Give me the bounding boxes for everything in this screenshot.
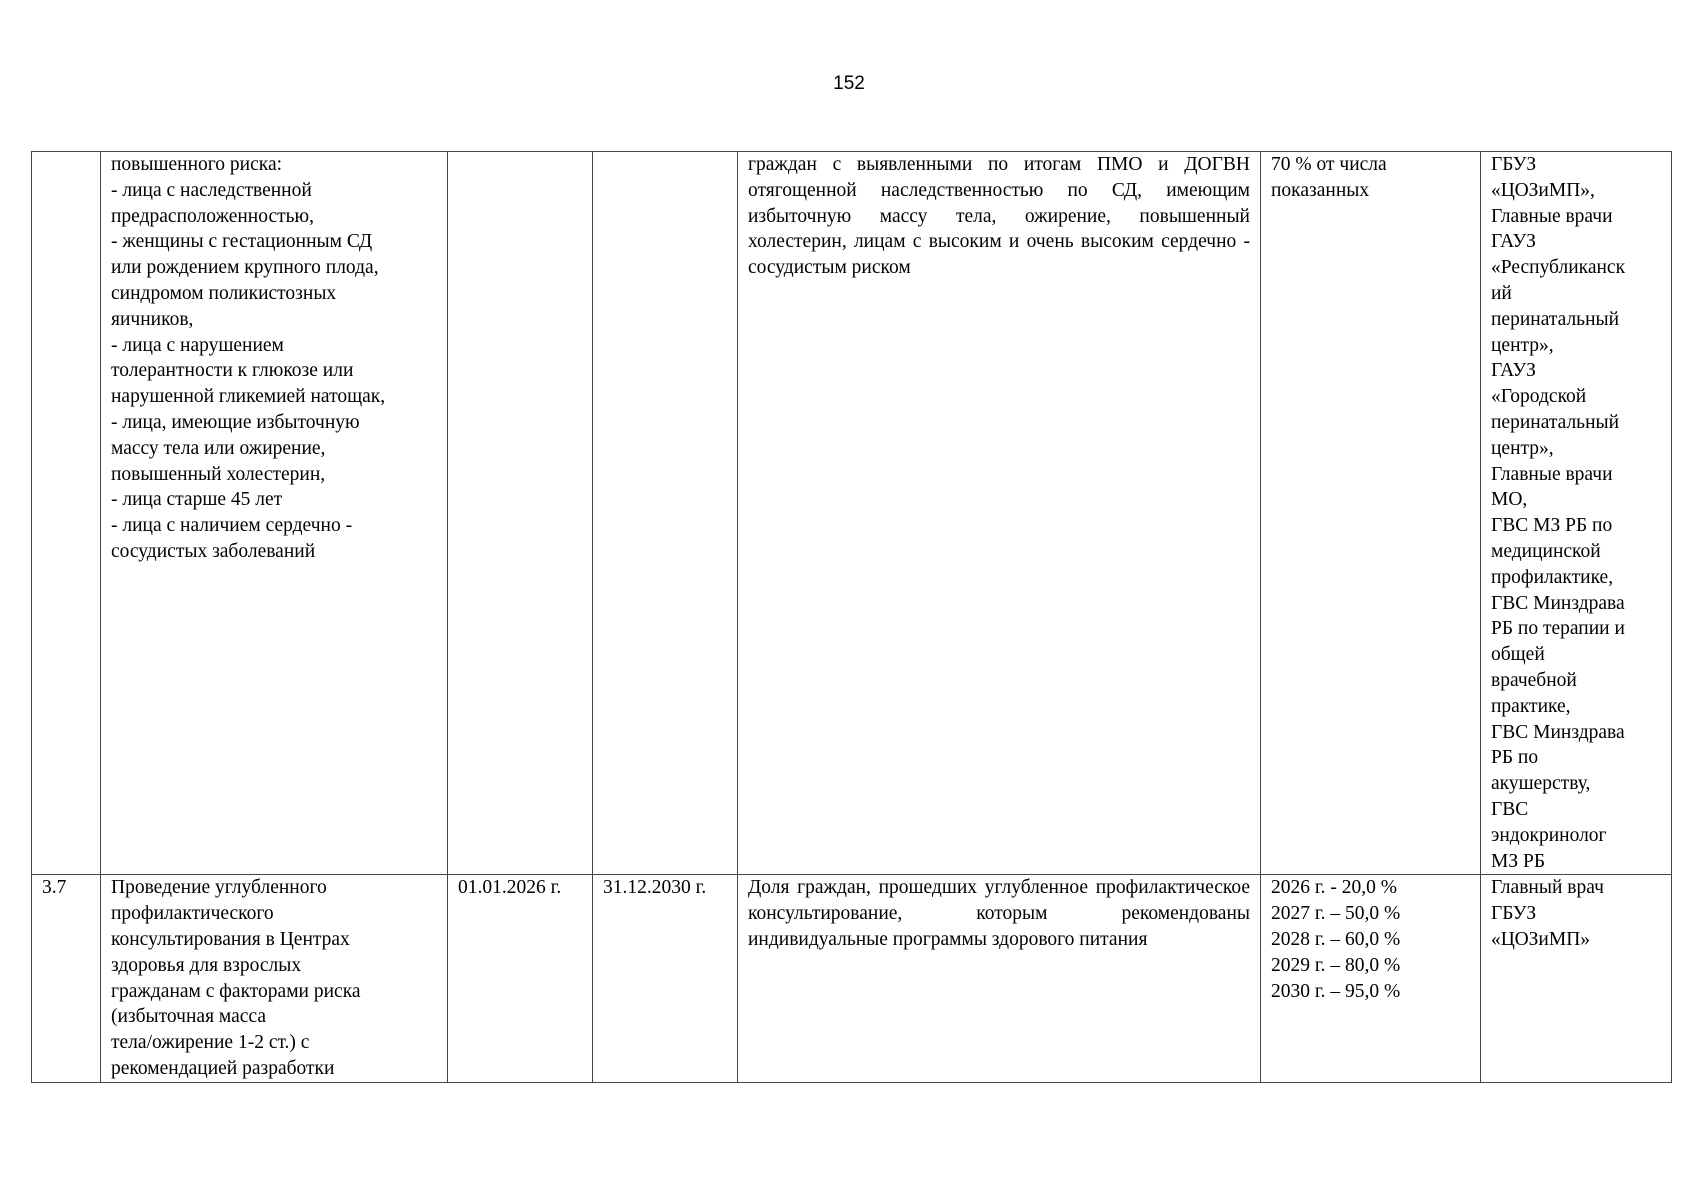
target-text: 2026 г. - 20,0 % 2027 г. – 50,0 % 2028 г. – 60,0 % 2029 г. – 80,0 % 2030 г. – 95,0 % [1271, 877, 1401, 1002]
end-date-cell [593, 152, 738, 875]
end-date-cell: 31.12.2030 г. [593, 875, 738, 1082]
event-text: Проведение углубленного профилактического консультирования в Центрах здоровья для взрослых гражданам с факторами риска (избыточная масса тела/ожирение 1-2 ст.) с рекомендацией разработки [111, 877, 361, 1079]
target-cell [1261, 152, 1481, 875]
target-cell [1261, 875, 1481, 1082]
indicator-text: Доля граждан, прошедших углубленное профилактическое консультирование, которым рекомендованы индивидуальные программы здорового питания [748, 877, 1250, 950]
responsible-cell [1481, 875, 1672, 1082]
event-cell [101, 152, 448, 875]
target-text: 70 % от числа показанных [1271, 154, 1387, 201]
event-text: повышенного риска: - лица с наследственной предрасположенностью, - женщины с гестационным СД или рождением крупного плода, синдромом поликистозных яичников, - лица с нарушением толерантности к глюкозе или нарушенной гликемией натощак, - лица, имеющие избыточную массу тела или ожирение, повышенный холестерин, - лица старше 45 лет - лица с наличием сердечно - сосудистых заболеваний [111, 154, 386, 562]
row-number-cell: 3.7 [32, 875, 101, 1082]
indicator-cell [738, 875, 1261, 1082]
event-cell [101, 875, 448, 1082]
responsible-text: ГБУЗ «ЦОЗиМП», Главные врачи ГАУЗ «Республиканск ий перинатальный центр», ГАУЗ «Городской перинатальный центр», Главные врачи МО, ГВС МЗ РБ по медицинской профилактике, ГВС Минздрава РБ по терапии и общей врачебной практике, ГВС Минздрава РБ по акушерству, ГВС эндокринолог МЗ РБ [1491, 154, 1626, 872]
start-date-cell [448, 152, 593, 875]
page-number: 152 [833, 73, 865, 94]
measures-table [31, 151, 1672, 1083]
indicator-cell [738, 152, 1261, 875]
responsible-cell [1481, 152, 1672, 875]
indicator-text: граждан с выявленными по итогам ПМО и ДОГВН отягощенной наследственностью по СД, имеющим избыточную массу тела, ожирение, повышенный холестерин, лицам с высоким и очень высоким сердечно - сосудистым риском [748, 154, 1250, 279]
row-number-cell [32, 152, 101, 875]
table-row [32, 152, 1672, 875]
table-row [32, 875, 1672, 1082]
start-date-cell: 01.01.2026 г. [448, 875, 593, 1082]
responsible-text: Главный врач ГБУЗ «ЦОЗиМП» [1491, 877, 1604, 950]
